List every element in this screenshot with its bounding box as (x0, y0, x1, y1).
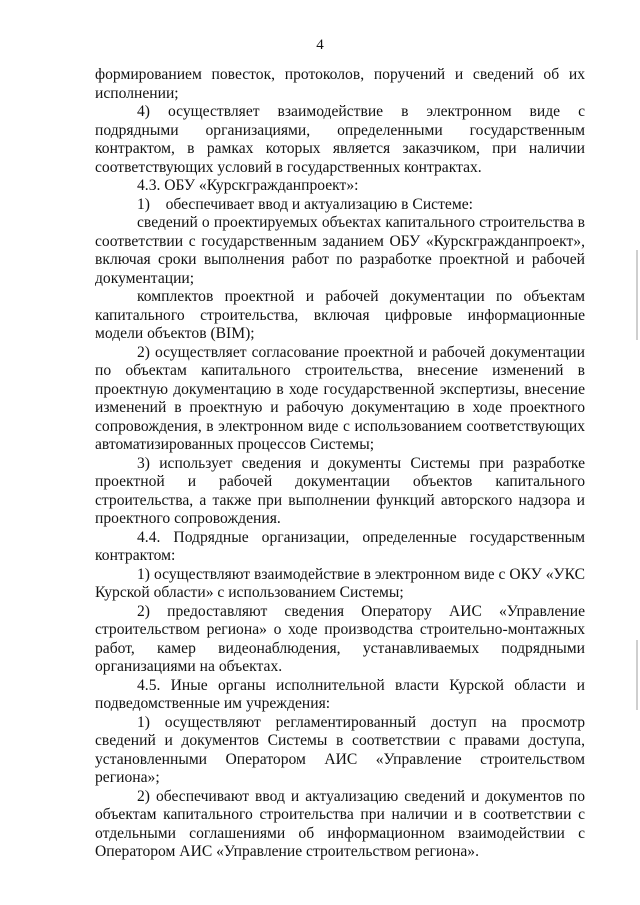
scan-edge-mark (636, 250, 638, 340)
paragraph: формированием повесток, протоколов, поручений и сведений об их исполнении; (95, 66, 585, 102)
paragraph: сведений о проектируемых объектах капитального строительства в соответствии с государственным заданием ОБУ «Курскгражданпроект», включая сроки выполнения работ по разработке проектной и рабочей документации; (95, 214, 585, 287)
paragraph: 4) осуществляет взаимодействие в электронном виде с подрядными организациями, определенными государственным контрактом, в рамках которых является заказчиком, при наличии соответствующих условий в государственных контрактах. (95, 103, 585, 176)
section-heading: 4.4. Подрядные организации, определенные государственным контрактом: (95, 528, 585, 564)
paragraph: 2) предоставляют сведения Оператору АИС «Управление строительством региона» о ходе производства строительно-монтажных работ, камер видеонаблюдения, устанавливаемых подрядными организациями на объектах. (95, 602, 585, 675)
section-heading: 4.3. ОБУ «Курскгражданпроект»: (137, 177, 359, 194)
paragraph: 3) использует сведения и документы Системы при разработке проектной и рабочей документации объектов капитального строительства, а также при выполнении функций авторского надзора и проектного сопровождения. (95, 454, 585, 527)
scan-edge-mark (636, 640, 638, 710)
page-number: 4 (316, 37, 324, 53)
document-body (95, 66, 585, 862)
paragraph: 1) осуществляют регламентированный доступ на просмотр сведений и документов Системы в соответствии с правами доступа, установленными Оператором АИС «Управление строительством региона»; (95, 713, 585, 786)
paragraph: 2) осуществляет согласование проектной и рабочей документации по объектам капитального строительства, внесение изменений в проектную документацию в ходе государственной экспертизы, внесение изменений в проектную и рабочую документацию в ходе проектного сопровождения, в электронном виде с использованием соответствующих автоматизированных процессов Системы; (95, 343, 585, 453)
paragraph: 1) обеспечивает ввод и актуализацию в Системе: (137, 195, 473, 213)
paragraph: комплектов проектной и рабочей документации по объектам капитального строительства, включая цифровые информационные модели объектов (BIM); (95, 288, 585, 342)
paragraph: 2) обеспечивают ввод и актуализацию сведений и документов по объектам капитального строительства при наличии и в соответствии с отдельными соглашениями об информационном взаимодействии с Оператором АИС «Управление строительством региона». (95, 787, 585, 860)
section-heading: 4.5. Иные органы исполнительной власти Курской области и подведомственные им учреждения: (95, 676, 585, 712)
paragraph: 1) осуществляют взаимодействие в электронном виде с ОКУ «УКС Курской области» с использованием Системы; (95, 565, 585, 601)
